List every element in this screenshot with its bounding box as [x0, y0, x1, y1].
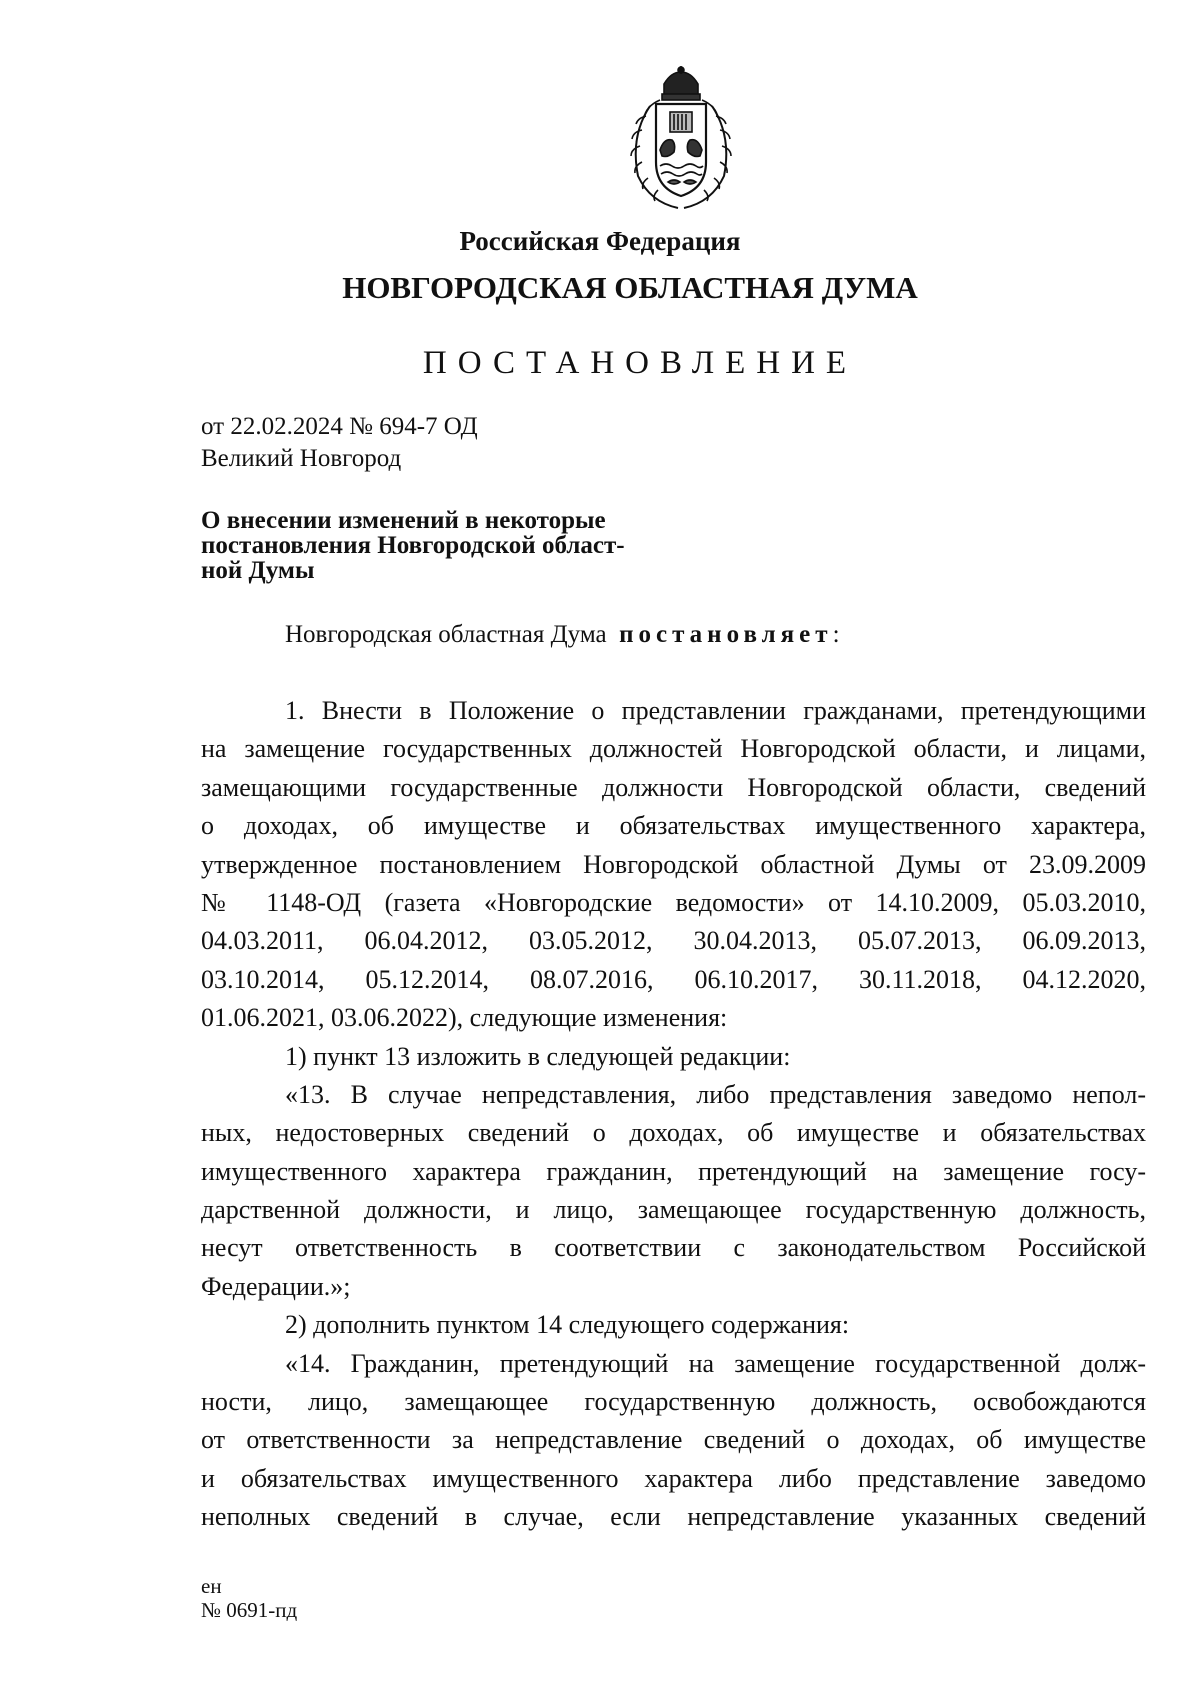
- body-line: «13. В случае непредставления, либо представления заведомо непол-: [285, 1079, 1146, 1109]
- footer-registration-number: № 0691-пд: [201, 1598, 298, 1622]
- body-line: 04.03.2011, 06.04.2012, 03.05.2012, 30.04.2013, 05.07.2013, 06.09.2013,: [201, 926, 1146, 956]
- document-subject: [201, 508, 625, 583]
- body-line: 1. Внести в Положение о представлении гражданами, претендующими: [285, 696, 1146, 725]
- decree-suffix: :: [832, 621, 840, 648]
- subject-line: О внесении изменений в некоторые: [201, 507, 606, 534]
- body-line: «14. Гражданин, претендующий на замещение государственной долж-: [285, 1348, 1146, 1378]
- document-footer: [201, 1574, 297, 1622]
- body-line: 01.06.2021, 03.06.2022), следующие изменения:: [201, 1003, 728, 1033]
- organ-heading: НОВГОРОДСКАЯ ОБЛАСТНАЯ ДУМА: [342, 270, 918, 305]
- body-line: несут ответственность в соответствии с законодательством Российской: [201, 1233, 1146, 1263]
- subject-line: постановления Новгородской област-: [201, 532, 625, 559]
- body-line: от ответственности за непредставление сведений о доходах, об имуществе: [201, 1425, 1146, 1455]
- document-body: [201, 692, 1146, 1537]
- body-line: замещающими государственные должности Новгородской области, сведений: [201, 772, 1146, 802]
- body-line: ных, недостоверных сведений о доходах, об имуществе и обязательствах: [201, 1118, 1146, 1148]
- decree-verb: постановляет: [619, 621, 833, 648]
- decree-clause: [285, 621, 840, 649]
- country-heading: Российская Федерация: [459, 226, 741, 256]
- document-type-heading: ПОСТАНОВЛЕНИЕ: [422, 345, 858, 381]
- body-line: ности, лицо, замещающее государственную должность, освобождаются: [201, 1387, 1146, 1417]
- body-line: 1) пункт 13 изложить в следующей редакции:: [285, 1041, 791, 1071]
- body-line: имущественного характера гражданин, претендующий на замещение госу-: [201, 1156, 1146, 1186]
- body-line: 03.10.2014, 05.12.2014, 08.07.2016, 06.10.2017, 30.11.2018, 04.12.2020,: [201, 964, 1146, 994]
- body-line: Федерации.»;: [201, 1271, 351, 1301]
- body-line: № 1148-ОД (газета «Новгородские ведомости» от 14.10.2009, 05.03.2010,: [201, 887, 1146, 917]
- novgorod-coat-of-arms-icon: [616, 66, 746, 216]
- document-city: Великий Новгород: [201, 445, 402, 472]
- body-line: дарственной должности, и лицо, замещающее государственную должность,: [201, 1195, 1146, 1225]
- footer-initials: ен: [201, 1574, 222, 1598]
- decree-prefix: Новгородская областная Дума: [285, 621, 620, 648]
- body-line: неполных сведений в случае, если непредставление указанных сведений: [201, 1502, 1146, 1532]
- body-line: и обязательствах имущественного характера либо представление заведомо: [201, 1463, 1146, 1493]
- body-line: утвержденное постановлением Новгородской областной Думы от 23.09.2009: [201, 849, 1146, 879]
- document-date-number: от 22.02.2024 № 694-7 ОД: [201, 413, 478, 440]
- subject-line: ной Думы: [201, 557, 315, 584]
- body-line: 2) дополнить пунктом 14 следующего содержания:: [285, 1310, 850, 1340]
- body-line: о доходах, об имуществе и обязательствах имущественного характера,: [201, 811, 1146, 841]
- body-line: на замещение государственных должностей Новгородской области, и лицами,: [201, 734, 1146, 764]
